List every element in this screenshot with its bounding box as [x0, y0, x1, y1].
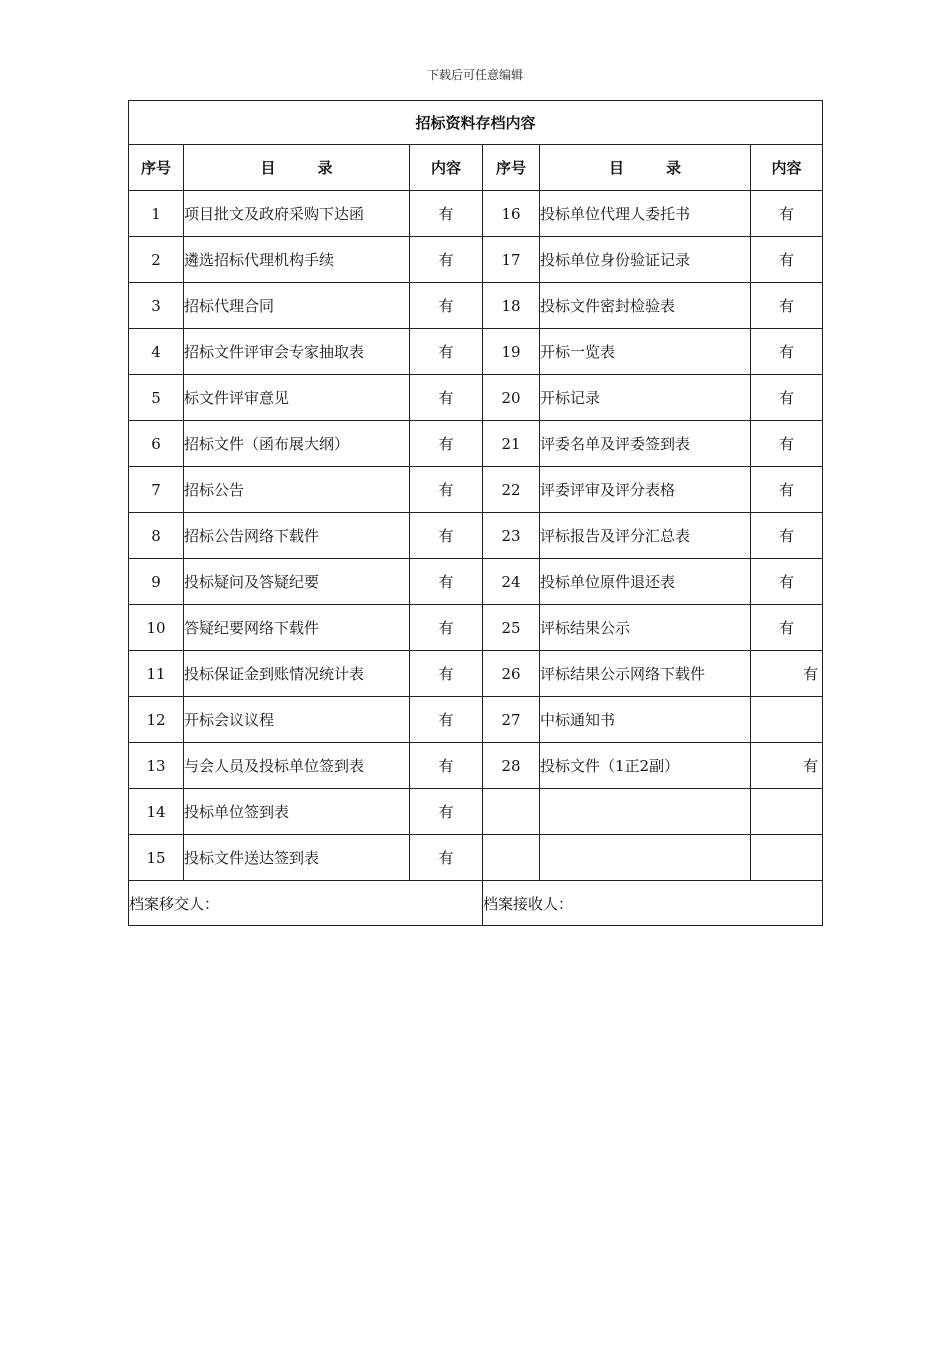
right-item-cell: 评委评审及评分表格	[540, 467, 751, 513]
right-item-cell: 投标文件（1正2副）	[540, 743, 751, 789]
left-seq-cell: 7	[129, 467, 184, 513]
left-seq-cell: 9	[129, 559, 184, 605]
table-title-row	[129, 101, 823, 145]
right-content-cell: 有	[751, 651, 823, 697]
left-content-cell: 有	[410, 329, 483, 375]
right-seq-cell: 16	[483, 191, 540, 237]
left-seq-cell: 1	[129, 191, 184, 237]
header-dir-char-a: 目	[608, 159, 624, 177]
left-seq-cell: 5	[129, 375, 184, 421]
left-item-cell: 投标文件送达签到表	[184, 835, 410, 881]
right-content-cell: 有	[751, 421, 823, 467]
table-row	[129, 559, 823, 605]
right-content-cell: 有	[751, 283, 823, 329]
left-content-cell: 有	[410, 605, 483, 651]
left-item-cell: 答疑纪要网络下载件	[184, 605, 410, 651]
right-item-cell: 开标记录	[540, 375, 751, 421]
table-row	[129, 697, 823, 743]
left-seq-cell: 13	[129, 743, 184, 789]
right-seq-cell: 22	[483, 467, 540, 513]
left-seq-cell: 3	[129, 283, 184, 329]
right-seq-cell: 18	[483, 283, 540, 329]
table-row	[129, 375, 823, 421]
left-seq-cell: 12	[129, 697, 184, 743]
left-item-cell: 招标代理合同	[184, 283, 410, 329]
left-content-cell: 有	[410, 789, 483, 835]
right-content-cell: 有	[751, 467, 823, 513]
left-item-cell: 与会人员及投标单位签到表	[184, 743, 410, 789]
right-content-cell: 有	[751, 513, 823, 559]
table-row	[129, 835, 823, 881]
left-content-cell: 有	[410, 743, 483, 789]
left-item-cell: 招标公告	[184, 467, 410, 513]
table-title: 招标资料存档内容	[129, 101, 823, 145]
table-row	[129, 191, 823, 237]
archive-table	[128, 100, 823, 926]
header-content-right: 内容	[751, 145, 823, 191]
right-content-cell	[751, 697, 823, 743]
table-row	[129, 651, 823, 697]
right-content-cell: 有	[751, 237, 823, 283]
left-seq-cell: 11	[129, 651, 184, 697]
left-content-cell: 有	[410, 651, 483, 697]
header-seq-right: 序号	[483, 145, 540, 191]
transferor-label: 档案移交人：	[129, 881, 483, 926]
right-seq-cell: 27	[483, 697, 540, 743]
right-seq-cell: 24	[483, 559, 540, 605]
left-seq-cell: 4	[129, 329, 184, 375]
header-dir-char-b: 录	[317, 159, 333, 177]
left-seq-cell: 8	[129, 513, 184, 559]
left-item-cell: 投标单位签到表	[184, 789, 410, 835]
left-content-cell: 有	[410, 697, 483, 743]
header-dir-char-b: 录	[666, 159, 682, 177]
right-content-cell: 有	[751, 329, 823, 375]
right-content-cell: 有	[751, 559, 823, 605]
right-content-cell: 有	[751, 743, 823, 789]
left-item-cell: 项目批文及政府采购下达函	[184, 191, 410, 237]
right-seq-cell	[483, 789, 540, 835]
left-item-cell: 投标保证金到账情况统计表	[184, 651, 410, 697]
left-content-cell: 有	[410, 237, 483, 283]
header-directory-left	[184, 145, 410, 191]
left-seq-cell: 10	[129, 605, 184, 651]
left-content-cell: 有	[410, 513, 483, 559]
table-row	[129, 605, 823, 651]
left-content-cell: 有	[410, 835, 483, 881]
right-item-cell: 评标结果公示	[540, 605, 751, 651]
right-item-cell	[540, 789, 751, 835]
signature-row	[129, 881, 823, 926]
right-item-cell: 投标单位身份验证记录	[540, 237, 751, 283]
left-content-cell: 有	[410, 467, 483, 513]
right-seq-cell: 17	[483, 237, 540, 283]
right-content-cell: 有	[751, 191, 823, 237]
right-seq-cell: 21	[483, 421, 540, 467]
table-header-row	[129, 145, 823, 191]
receiver-label: 档案接收人：	[483, 881, 823, 926]
left-seq-cell: 14	[129, 789, 184, 835]
left-seq-cell: 6	[129, 421, 184, 467]
table-row	[129, 237, 823, 283]
right-item-cell: 中标通知书	[540, 697, 751, 743]
table-row	[129, 513, 823, 559]
header-dir-char-a: 目	[260, 159, 276, 177]
left-item-cell: 遴选招标代理机构手续	[184, 237, 410, 283]
right-item-cell	[540, 835, 751, 881]
table-row	[129, 283, 823, 329]
left-content-cell: 有	[410, 191, 483, 237]
right-seq-cell: 23	[483, 513, 540, 559]
header-note: 下载后可任意编辑	[426, 68, 523, 82]
right-seq-cell: 20	[483, 375, 540, 421]
left-item-cell: 招标文件（函布展大纲）	[184, 421, 410, 467]
right-item-cell: 投标单位代理人委托书	[540, 191, 751, 237]
right-item-cell: 投标单位原件退还表	[540, 559, 751, 605]
table-row	[129, 329, 823, 375]
right-item-cell: 评标结果公示网络下载件	[540, 651, 751, 697]
right-item-cell: 开标一览表	[540, 329, 751, 375]
left-item-cell: 招标文件评审会专家抽取表	[184, 329, 410, 375]
right-item-cell: 投标文件密封检验表	[540, 283, 751, 329]
left-seq-cell: 15	[129, 835, 184, 881]
left-content-cell: 有	[410, 283, 483, 329]
left-item-cell: 投标疑问及答疑纪要	[184, 559, 410, 605]
left-content-cell: 有	[410, 375, 483, 421]
left-seq-cell: 2	[129, 237, 184, 283]
left-item-cell: 招标公告网络下载件	[184, 513, 410, 559]
right-content-cell: 有	[751, 375, 823, 421]
right-seq-cell: 25	[483, 605, 540, 651]
left-content-cell: 有	[410, 559, 483, 605]
header-directory-right	[540, 145, 751, 191]
right-content-cell	[751, 835, 823, 881]
header-seq-left: 序号	[129, 145, 184, 191]
table-row	[129, 467, 823, 513]
left-content-cell: 有	[410, 421, 483, 467]
left-item-cell: 标文件评审意见	[184, 375, 410, 421]
right-seq-cell: 19	[483, 329, 540, 375]
right-item-cell: 评委名单及评委签到表	[540, 421, 751, 467]
right-content-cell: 有	[751, 605, 823, 651]
right-seq-cell: 26	[483, 651, 540, 697]
right-seq-cell: 28	[483, 743, 540, 789]
header-content-left: 内容	[410, 145, 483, 191]
right-item-cell: 评标报告及评分汇总表	[540, 513, 751, 559]
left-item-cell: 开标会议议程	[184, 697, 410, 743]
table-row	[129, 421, 823, 467]
table-row	[129, 789, 823, 835]
table-row	[129, 743, 823, 789]
right-content-cell	[751, 789, 823, 835]
right-seq-cell	[483, 835, 540, 881]
